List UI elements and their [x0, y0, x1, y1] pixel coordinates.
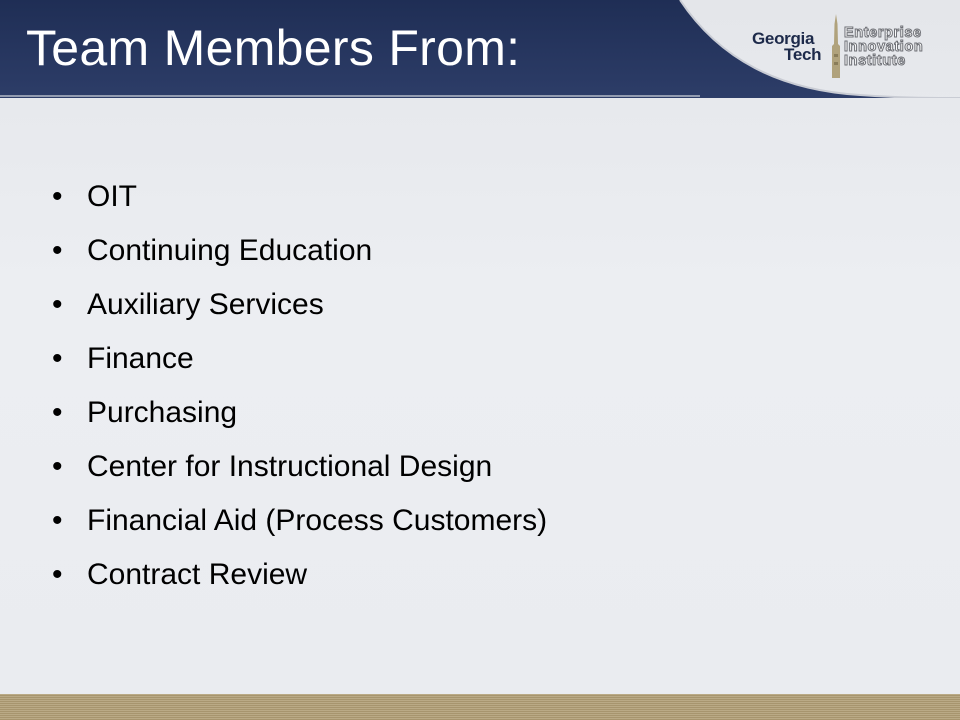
- logo-eii-wordmark: [844, 26, 923, 68]
- bullet-dot-icon: •: [52, 234, 63, 267]
- bullet-dot-icon: •: [52, 342, 63, 375]
- bullet-dot-icon: •: [52, 558, 63, 591]
- bullet-text: Contract Review: [87, 558, 308, 591]
- bullet-text: Center for Instructional Design: [87, 450, 493, 483]
- georgia-tech-eii-logo: [748, 14, 948, 78]
- bullet-list: [52, 170, 547, 602]
- bullet-text: Auxiliary Services: [87, 288, 324, 321]
- footer-band: [0, 694, 960, 720]
- logo-enterprise-text: Enterprise: [844, 25, 922, 41]
- bullet-item: [52, 494, 547, 548]
- bullet-dot-icon: •: [52, 180, 63, 213]
- bullet-dot-icon: •: [52, 504, 63, 537]
- bullet-item: [52, 548, 547, 602]
- bullet-text: Continuing Education: [87, 234, 373, 267]
- logo-innovation-text: Innovation: [844, 39, 924, 55]
- logo-institute-text: Institute: [844, 53, 906, 69]
- bullet-dot-icon: •: [52, 288, 63, 321]
- bullet-text: Financial Aid (Process Customers): [87, 504, 548, 537]
- logo-tech-text: Tech: [784, 45, 822, 64]
- bullet-item: [52, 386, 547, 440]
- bullet-dot-icon: •: [52, 450, 63, 483]
- bullet-item: [52, 278, 547, 332]
- bullet-dot-icon: •: [52, 396, 63, 429]
- bullet-item: [52, 170, 547, 224]
- bullet-text: Purchasing: [87, 396, 238, 429]
- logo-georgia-text: Georgia: [752, 29, 815, 48]
- bullet-text: OIT: [87, 180, 137, 213]
- bullet-item: [52, 332, 547, 386]
- bullet-item: [52, 224, 547, 278]
- bullet-item: [52, 440, 547, 494]
- bullet-text: Finance: [87, 342, 194, 375]
- slide-title: Team Members From:: [26, 20, 521, 76]
- logo-georgia-tech-wordmark: [752, 31, 821, 63]
- tech-tower-icon: [830, 14, 842, 78]
